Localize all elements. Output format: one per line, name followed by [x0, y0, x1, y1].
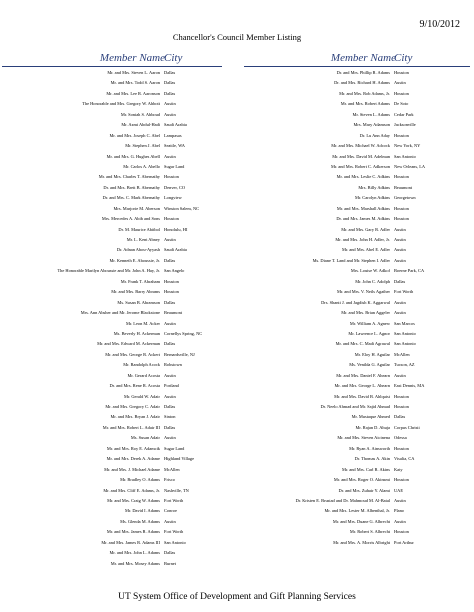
- member-city: Highland Village: [164, 456, 195, 462]
- member-city: Austin: [394, 257, 406, 263]
- member-row: [244, 110, 470, 120]
- member-row: [244, 538, 470, 548]
- member-row: [2, 266, 222, 276]
- member-row: [244, 454, 470, 464]
- member-city: Austin: [394, 299, 406, 305]
- member-name: Ms. Venilda G. Aguilar: [349, 362, 390, 368]
- member-city: Houston: [394, 529, 409, 535]
- member-row: [244, 423, 470, 433]
- member-name: Mr. Rajan D. Ahuja: [355, 424, 390, 430]
- member-city: Houston: [164, 278, 179, 284]
- member-name: Ms. Susan Adair: [130, 435, 160, 441]
- member-name: Mrs. Mercedes A. Abib and Sons: [101, 216, 160, 222]
- member-name: Mr. and Mrs. Brian Aggeler: [341, 310, 390, 316]
- member-city: San Marcos: [394, 320, 415, 326]
- member-name: Ms. Beverly H. Ackerman: [113, 330, 160, 336]
- member-city: Austin: [164, 320, 176, 326]
- page-footer: UT System Office of Development and Gift Planning Services: [118, 592, 356, 602]
- report-date: 9/10/2012: [419, 19, 460, 30]
- member-row: [244, 78, 470, 88]
- member-row: [244, 162, 470, 172]
- member-city: Austin: [164, 101, 176, 107]
- member-row: [2, 538, 222, 548]
- member-name: Mr. and Mrs. Marshall Adkins: [336, 205, 390, 211]
- member-name: Mr. Carolyn Adkins: [354, 195, 390, 201]
- member-city: McAllen: [164, 466, 180, 472]
- member-city: Houston: [164, 216, 179, 222]
- member-row: [2, 287, 222, 297]
- member-row: [244, 319, 470, 329]
- member-name: Mr. and Mrs. Robert C. Adkerson: [330, 163, 390, 169]
- member-city: Dallas: [164, 550, 176, 556]
- member-row: [2, 99, 222, 109]
- member-name: Mr. Gerard Acosta: [127, 372, 160, 378]
- member-city: Houston: [394, 90, 409, 96]
- member-name: Mr. and Mrs. G. Hughes Abell: [106, 153, 160, 159]
- member-city: San Angelo: [164, 268, 185, 274]
- member-row: [244, 131, 470, 141]
- member-city: Boerne Park, CA: [394, 268, 425, 274]
- member-name: Mr. and Mrs. George R. Ackert: [105, 351, 160, 357]
- member-city: Sugar Land: [164, 163, 185, 169]
- member-city: Conroe: [164, 508, 177, 514]
- member-row: [244, 486, 470, 496]
- page-title: Chancellor's Council Member Listing: [172, 32, 302, 42]
- member-row: [2, 245, 222, 255]
- member-city: Dallas: [164, 70, 176, 75]
- member-name: Mr. Kenneth E. Aboussie, Jr.: [109, 257, 160, 263]
- member-row: [2, 402, 222, 412]
- member-city: San Antonio: [394, 341, 416, 347]
- member-city: Austin: [394, 518, 406, 524]
- member-name: Dr. and Mrs. Zuhair Y. Alami: [338, 487, 390, 493]
- member-row: [244, 444, 470, 454]
- member-city: Seattle, WA: [164, 143, 185, 149]
- member-city: Austin: [164, 111, 176, 117]
- member-name: Mr. and Mrs. Abel E. Adler: [341, 247, 390, 253]
- member-city: Austin: [164, 153, 176, 159]
- member-name: Mr. and Mrs. Roger O. Akinsmi: [333, 477, 390, 483]
- member-row: [2, 235, 222, 245]
- member-name: Mr. and Mrs. Michael W. Adcock: [331, 143, 390, 149]
- member-name: Mrs. Mary Adamson: [353, 122, 390, 128]
- left-column: [2, 52, 222, 569]
- member-row: [2, 506, 222, 516]
- member-city: Dallas: [164, 299, 176, 305]
- member-city: Bernardsville, NJ: [164, 351, 195, 357]
- member-city: Port Arthur: [394, 539, 414, 545]
- member-city: Dallas: [164, 424, 176, 430]
- right-column-header: [244, 52, 470, 66]
- member-row: [2, 339, 222, 349]
- member-row: [2, 486, 222, 496]
- member-city: Lampasas: [164, 132, 182, 138]
- member-row: [2, 172, 222, 182]
- member-name: Mr. Bradley O. Adams: [120, 477, 160, 483]
- member-name: Mr. and Mrs. Barry Abrams: [111, 289, 160, 295]
- member-row: [2, 465, 222, 475]
- member-city: Austin: [394, 80, 406, 86]
- member-name: Mr. Robert S. Albrecht: [349, 529, 390, 535]
- member-row: [244, 517, 470, 527]
- member-name: Mr. and Mrs. Joseph C. Abel: [109, 132, 160, 138]
- member-row: [2, 496, 222, 506]
- member-row: [244, 308, 470, 318]
- member-name: The Honorable and Mrs. Gregory W. Abbott: [82, 101, 160, 107]
- member-name: Ms. Susan B. Abramson: [117, 299, 160, 305]
- member-city: Sinton: [164, 414, 176, 420]
- member-city: Sugar Land: [164, 445, 185, 451]
- member-name: Mr. and Mrs. James R. Adams III: [101, 539, 160, 545]
- member-city: Houston: [394, 445, 409, 451]
- member-city: Houston: [394, 404, 409, 409]
- member-name: Mr. and Mrs. George L. Ahearn: [334, 383, 390, 389]
- member-row: [2, 68, 222, 78]
- member-name: Mr. and Mrs. Todd S. Aaron: [110, 80, 160, 86]
- member-name: Mr. Frank T. Abraham: [120, 278, 160, 284]
- member-name: Mr. and Mrs. J. Michael Adame: [104, 466, 160, 472]
- member-city: Dallas: [164, 404, 176, 409]
- member-row: [244, 214, 470, 224]
- member-city: UAE: [394, 487, 404, 493]
- member-city: New York, NY: [394, 143, 421, 149]
- member-row: [244, 225, 470, 235]
- member-name: Mr. Azmi Abdul-Hadi: [121, 122, 160, 128]
- member-name: Mr. and Mrs. C. Madi Agrawal: [335, 341, 390, 347]
- member-name: Mr. and Mrs. Lester M. Albenthal, Jr.: [324, 508, 390, 514]
- member-city: Winston Salem, NC: [164, 205, 200, 211]
- member-name: Mr. and Mrs. Rob Adams, Jr.: [339, 90, 390, 96]
- member-city: Austin: [164, 518, 176, 524]
- member-city: Beaumont: [394, 184, 413, 190]
- member-name: Mr. and Mrs. Lee R. Aaronson: [106, 90, 160, 96]
- member-name: Mrs. Billy Adkins: [358, 184, 390, 190]
- member-name: Drs. Shanti J. and Jagdish K. Aggarwal: [321, 299, 390, 305]
- member-name: Mr. William A. Agnew: [349, 320, 390, 326]
- member-name: Mr. and Mrs. Derek A. Adame: [106, 456, 160, 462]
- member-row: [2, 433, 222, 443]
- member-city: East Dennis, MA: [394, 383, 425, 389]
- member-row: [244, 172, 470, 182]
- member-name: Mr. and Mrs. Charles T. Abernathy: [98, 174, 160, 180]
- member-name: Mr. and Mrs. Gregory C. Adair: [105, 404, 160, 409]
- member-city: Austin: [164, 237, 176, 242]
- member-name: Dr. and Mrs. Rene R. Acosta: [109, 383, 160, 389]
- member-name: Dr. and Mrs. Brett B. Abernathy: [103, 184, 160, 190]
- member-row: [2, 120, 222, 130]
- member-city: San Antonio: [394, 153, 416, 159]
- member-city: Houston: [164, 174, 179, 180]
- member-name: Dr. M. Maurice Abitbol: [118, 226, 160, 232]
- city-heading: City: [164, 52, 183, 64]
- member-row: [244, 527, 470, 537]
- member-name: Mr. and Mrs. V. Neils Agather: [336, 289, 390, 295]
- member-city: Houston: [394, 205, 409, 211]
- member-row: [244, 506, 470, 516]
- member-city: Honolulu, HI: [164, 226, 188, 232]
- left-member-list: [2, 67, 222, 569]
- member-city: Portland: [164, 383, 179, 389]
- member-name: Mr. and Mrs. David B. Ahlquist: [334, 393, 390, 399]
- member-row: [2, 454, 222, 464]
- member-row: [2, 225, 222, 235]
- member-city: McAllen: [394, 351, 410, 357]
- member-city: Fort Worth: [394, 289, 414, 295]
- member-city: Burnet: [164, 560, 176, 566]
- member-city: Austin: [394, 310, 406, 316]
- name-heading: Member Name: [330, 52, 396, 64]
- member-city: Longview: [164, 195, 182, 201]
- member-row: [2, 110, 222, 120]
- member-city: Odessa: [394, 435, 407, 441]
- member-name: Ms. Glenda M. Adams: [120, 518, 160, 524]
- member-row: [244, 329, 470, 339]
- member-name: The Honorable Marilyn Aboussie and Mr. John A. Hay, Jr.: [57, 268, 160, 274]
- member-row: [2, 152, 222, 162]
- member-name: Mr. and Mrs. Cliff E. Adams, Jr.: [103, 487, 160, 493]
- member-row: [244, 89, 470, 99]
- member-row: [2, 277, 222, 287]
- member-row: [2, 319, 222, 329]
- member-name: Mr. and Mrs. Craig W. Adams: [107, 497, 160, 503]
- member-city: Katy: [394, 466, 403, 472]
- member-city: Austin: [394, 237, 406, 242]
- member-city: Saudi Arabia: [164, 247, 187, 253]
- member-row: [2, 141, 222, 151]
- city-heading: City: [394, 52, 413, 64]
- member-city: Saudi Arabia: [164, 122, 187, 128]
- member-row: [2, 548, 222, 558]
- member-city: Dallas: [164, 90, 176, 96]
- member-city: Cedar Park: [394, 111, 414, 117]
- member-name: Mr. and Mrs. Roy E. Adamcik: [106, 445, 160, 451]
- member-name: Mr. and Mrs. John H. Adler, Jr.: [335, 237, 390, 242]
- member-city: Austin: [164, 435, 176, 441]
- left-column-header: [2, 52, 222, 66]
- member-row: [2, 162, 222, 172]
- member-name: Mr. Steven L. Adams: [352, 111, 390, 117]
- member-city: Fort Worth: [164, 497, 184, 503]
- right-member-list: [244, 67, 470, 548]
- member-name: Dr. and Mrs. C. Mark Abernathy: [102, 195, 160, 201]
- member-city: San Antonio: [164, 539, 186, 545]
- member-city: Austin: [394, 226, 406, 232]
- member-row: [2, 444, 222, 454]
- member-row: [2, 214, 222, 224]
- member-city: Jacksonville: [394, 122, 416, 128]
- member-name: Mr. Mustaque Ahmed: [351, 414, 390, 420]
- member-name: Dr. Lu Ann Aday: [359, 132, 390, 138]
- member-row: [2, 350, 222, 360]
- member-row: [244, 412, 470, 422]
- member-city: De Soto: [394, 101, 409, 107]
- member-row: [244, 475, 470, 485]
- member-row: [2, 131, 222, 141]
- member-row: [2, 381, 222, 391]
- member-city: Visalia, CA: [394, 456, 415, 462]
- right-column: [244, 52, 470, 548]
- member-name: Mr. and Mrs. Bryan J. Adair: [110, 414, 160, 420]
- member-row: [244, 99, 470, 109]
- member-name: Dr. and Mrs. James M. Adkins: [336, 216, 390, 222]
- member-name: Mr. Stephen J. Abel: [125, 143, 160, 149]
- member-row: [244, 193, 470, 203]
- member-name: Dr. Thomas A. Akin: [354, 456, 390, 462]
- member-name: Mr. and Mrs. James R. Adams: [106, 529, 160, 535]
- member-city: Houston: [394, 216, 409, 222]
- member-city: Frisco: [164, 477, 175, 483]
- member-row: [2, 78, 222, 88]
- member-name: Mr. and Mrs. John L. Adams: [109, 550, 160, 556]
- member-name: Dr. and Mrs. Phillip R. Adams: [336, 70, 390, 75]
- member-row: [2, 527, 222, 537]
- member-city: New Orleans, LA: [394, 163, 426, 169]
- member-city: Austin: [164, 393, 176, 399]
- member-name: Mr. Carlos A. Abello: [123, 163, 160, 169]
- name-heading: Member Name: [99, 52, 165, 64]
- member-name: Mr. Ryan A. Ainsworth: [349, 445, 390, 451]
- member-name: Mr. L. Kent Abney: [126, 237, 160, 242]
- member-city: Dallas: [164, 257, 176, 263]
- member-city: Dallas: [164, 80, 176, 86]
- member-name: Mr. and Mrs. Carl R. Akins: [341, 466, 390, 472]
- member-name: Dr. Kristen E. Brustad and Dr. Mahmoud M. Al-Batal: [295, 497, 390, 503]
- member-name: Mr. Gerald W. Adair: [124, 393, 160, 399]
- member-row: [244, 183, 470, 193]
- member-city: Houston: [394, 70, 409, 75]
- member-name: Dr. Neelo Ahmad and Mr. Sajid Ahmad: [320, 404, 390, 409]
- member-row: [244, 350, 470, 360]
- member-city: Austin: [164, 372, 176, 378]
- member-name: Mr. and Mrs. Steven Aicinena: [337, 435, 390, 441]
- member-name: Mr. and Mrs. A. Morris Albright: [333, 539, 390, 545]
- member-row: [2, 193, 222, 203]
- member-row: [2, 423, 222, 433]
- member-name: Mr. Leon M. Acker: [125, 320, 160, 326]
- member-name: Mr. Soniah S. Abboud: [120, 111, 160, 117]
- member-name: Mr. and Mrs. Mosey Adams: [110, 560, 160, 566]
- member-row: [2, 392, 222, 402]
- member-row: [244, 141, 470, 151]
- member-row: [2, 183, 222, 193]
- member-row: [244, 392, 470, 402]
- member-row: [244, 277, 470, 287]
- member-row: [244, 339, 470, 349]
- member-name: Mr. Randolph Acock: [123, 362, 160, 368]
- member-row: [244, 68, 470, 78]
- member-city: Austin: [394, 497, 406, 503]
- member-row: [2, 256, 222, 266]
- member-row: [2, 89, 222, 99]
- member-row: [2, 308, 222, 318]
- member-name: Mr. and Mrs. Edward M. Ackerman: [97, 341, 160, 347]
- member-city: Houston: [164, 289, 179, 295]
- member-row: [244, 360, 470, 370]
- member-row: [244, 433, 470, 443]
- member-row: [244, 371, 470, 381]
- member-city: Beaumont: [164, 310, 183, 316]
- member-name: Mr. and Mrs. Robert L. Adair III: [102, 424, 160, 430]
- member-row: [2, 204, 222, 214]
- member-row: [2, 412, 222, 422]
- member-name: Mr. John C. Adolph: [355, 278, 390, 284]
- member-city: Dallas: [394, 278, 406, 284]
- member-city: Houston: [394, 393, 409, 399]
- member-row: [2, 559, 222, 569]
- member-city: Dallas: [164, 341, 176, 347]
- member-city: Corpus Christi: [394, 424, 420, 430]
- member-row: [244, 204, 470, 214]
- member-name: Mr. Lawrence L. Agnor: [348, 330, 390, 336]
- member-row: [2, 475, 222, 485]
- member-name: Mr. David I. Adams: [125, 508, 160, 514]
- member-city: San Antonio: [394, 330, 416, 336]
- member-city: Denver, CO: [164, 184, 186, 190]
- member-row: [244, 381, 470, 391]
- member-row: [2, 360, 222, 370]
- member-row: [2, 298, 222, 308]
- member-city: Houston: [394, 174, 409, 180]
- member-row: [244, 496, 470, 506]
- member-row: [244, 298, 470, 308]
- member-city: Austin: [394, 372, 406, 378]
- member-name: Dr. and Mrs. Richard H. Adams: [334, 80, 390, 86]
- member-city: Robstown: [164, 362, 182, 368]
- member-row: [244, 465, 470, 475]
- member-city: Tucson, AZ: [394, 362, 415, 368]
- member-row: [244, 256, 470, 266]
- member-city: Georgetown: [394, 195, 416, 201]
- member-row: [244, 235, 470, 245]
- member-city: Fort Worth: [164, 529, 184, 535]
- member-city: Nashville, TN: [164, 487, 189, 493]
- member-name: Mr. and Mrs. Robert Adams: [340, 101, 390, 107]
- member-name: Mr. and Mrs. Steven L. Aaron: [107, 70, 160, 75]
- member-name: Mr. and Mrs. Duane G. Albrecht: [332, 518, 390, 524]
- member-name: Mrs. Ann Absher and Mr. Jerome Blackstone: [80, 310, 160, 316]
- member-row: [244, 152, 470, 162]
- member-row: [244, 287, 470, 297]
- member-row: [2, 517, 222, 527]
- member-name: Mr. and Mrs. David M. Adelman: [332, 153, 390, 159]
- member-city: Plano: [394, 508, 405, 514]
- member-name: Ms. Diane T. Land and Mr. Stephen I. Adler: [312, 257, 390, 263]
- member-city: Houston: [394, 477, 409, 483]
- member-city: Houston: [394, 132, 409, 138]
- member-city: Austin: [394, 247, 406, 253]
- member-city: Cornellys Spring, NC: [164, 330, 203, 336]
- member-row: [244, 402, 470, 412]
- member-row: [2, 329, 222, 339]
- member-name: Dr. Adnan Abou-Ayyash: [116, 247, 160, 253]
- member-name: Mrs. Louise W. Adkof: [350, 268, 390, 274]
- member-name: Mr. Eloy H. Aguilar: [354, 351, 390, 357]
- member-name: Mrs. Marjorie M. Aberson: [113, 205, 160, 211]
- member-row: [244, 120, 470, 130]
- member-name: Mr. and Mrs. Daniel F. Ahearn: [336, 372, 390, 378]
- member-row: [2, 371, 222, 381]
- member-name: Mr. and Mrs. Leslie C. Adkins: [336, 174, 390, 180]
- member-name: Mr. and Mrs. Gary R. Adler: [341, 226, 390, 232]
- member-city: Dallas: [394, 414, 406, 420]
- member-row: [244, 266, 470, 276]
- member-row: [244, 245, 470, 255]
